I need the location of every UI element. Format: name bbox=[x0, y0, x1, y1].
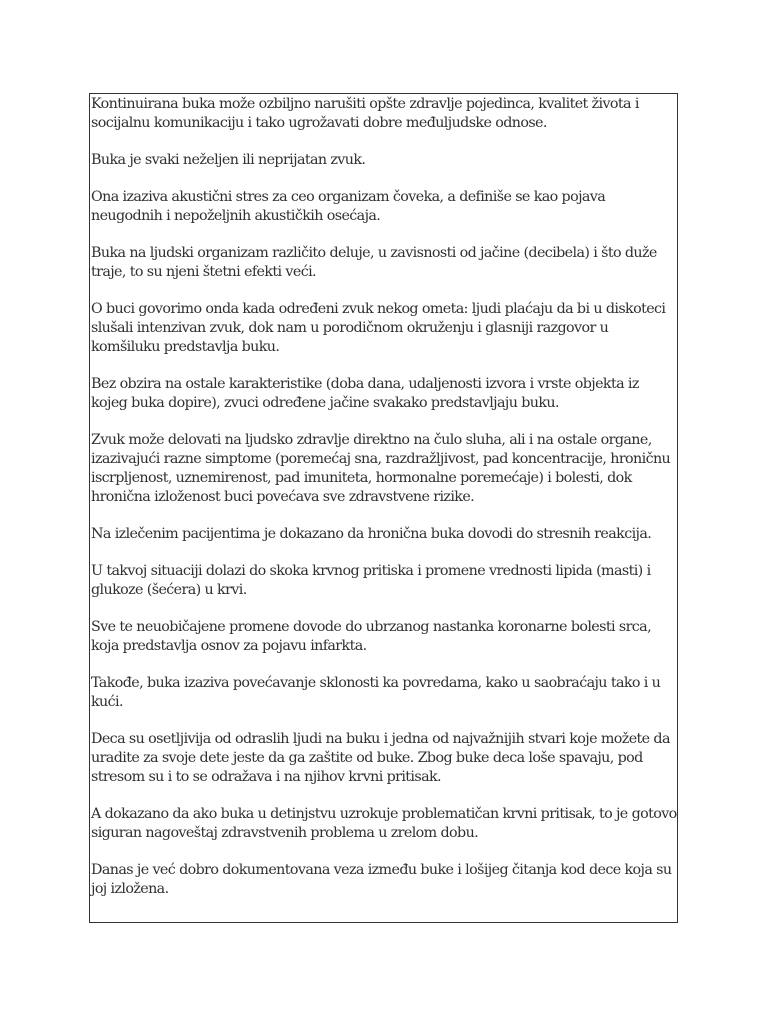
paragraph-2: Buka je svaki neželjen ili neprijatan zvuk. bbox=[91, 152, 366, 168]
paragraph-12: Deca su osetljivija od odraslih ljudi na buku i jedna od najvažnijih stvari koje možete da uradite za svoje dete jeste da ga zaštite od buke. Zbog buke deca loše spavaju, pod stresom su i to se odražava i na njihov krvni pritisak. bbox=[91, 731, 670, 785]
paragraph-10: Sve te neuobičajene promene dovode do ubrzanog nastanka koronarne bolesti srca, koja predstavlja osnov za pojavu infarkta. bbox=[91, 619, 651, 654]
paragraph-6: Bez obzira na ostale karakteristike (doba dana, udaljenosti izvora i vrste objekta iz kojeg buka dopire), zvuci određene jačine svakako predstavljaju buku. bbox=[91, 376, 639, 411]
paragraph-13: A dokazano da ako buka u detinjstvu uzrokuje problematičan krvni pritisak, to je gotovo siguran nagoveštaj zdravstvenih problema u zrelom dobu. bbox=[91, 806, 677, 841]
paragraph-1: Kontinuirana buka može ozbiljno narušiti opšte zdravlje pojedinca, kvalitet života i socijalnu komunikaciju i tako ugrožavati dobre međuljudske odnose. bbox=[91, 96, 639, 131]
paragraph-4: Buka na ljudski organizam različito deluje, u zavisnosti od jačine (decibela) i što duže traje, to su njeni štetni efekti veći. bbox=[91, 245, 657, 280]
paragraph-7: Zvuk može delovati na ljudsko zdravlje direktno na čulo sluha, ali i na ostale organe, izazivajući razne simptome (poremećaj sna, razdražljivost, pad koncentracije, hroničnu iscrpljenost, uznemirenost, pad imuniteta, hormonalne poremećaje) i bolesti, dok hronična izloženost buci povećava sve zdravstvene rizike. bbox=[91, 432, 671, 505]
paragraph-3: Ona izaziva akustični stres za ceo organizam čoveka, a definiše se kao pojava neugodnih i nepoželjnih akustičkih osećaja. bbox=[91, 189, 606, 224]
paragraph-14: Danas je već dobro dokumentovana veza između buke i lošijeg čitanja kod dece koja su joj izložena. bbox=[91, 862, 672, 897]
document-text-box bbox=[89, 93, 678, 923]
paragraph-11: Takođe, buka izaziva povećavanje sklonosti ka povredama, kako u saobraćaju tako i u kući. bbox=[91, 675, 661, 710]
paragraph-8: Na izlečenim pacijentima je dokazano da hronična buka dovodi do stresnih reakcija. bbox=[91, 526, 652, 542]
paragraph-5: O buci govorimo onda kada određeni zvuk nekog ometa: ljudi plaćaju da bi u diskoteci slušali intenzivan zvuk, dok nam u porodičnom okruženju i glasniji razgovor u komšiluku predstavlja buku. bbox=[91, 301, 666, 355]
paragraph-9: U takvoj situaciji dolazi do skoka krvnog pritiska i promene vrednosti lipida (masti) i glukoze (šećera) u krvi. bbox=[91, 563, 651, 598]
